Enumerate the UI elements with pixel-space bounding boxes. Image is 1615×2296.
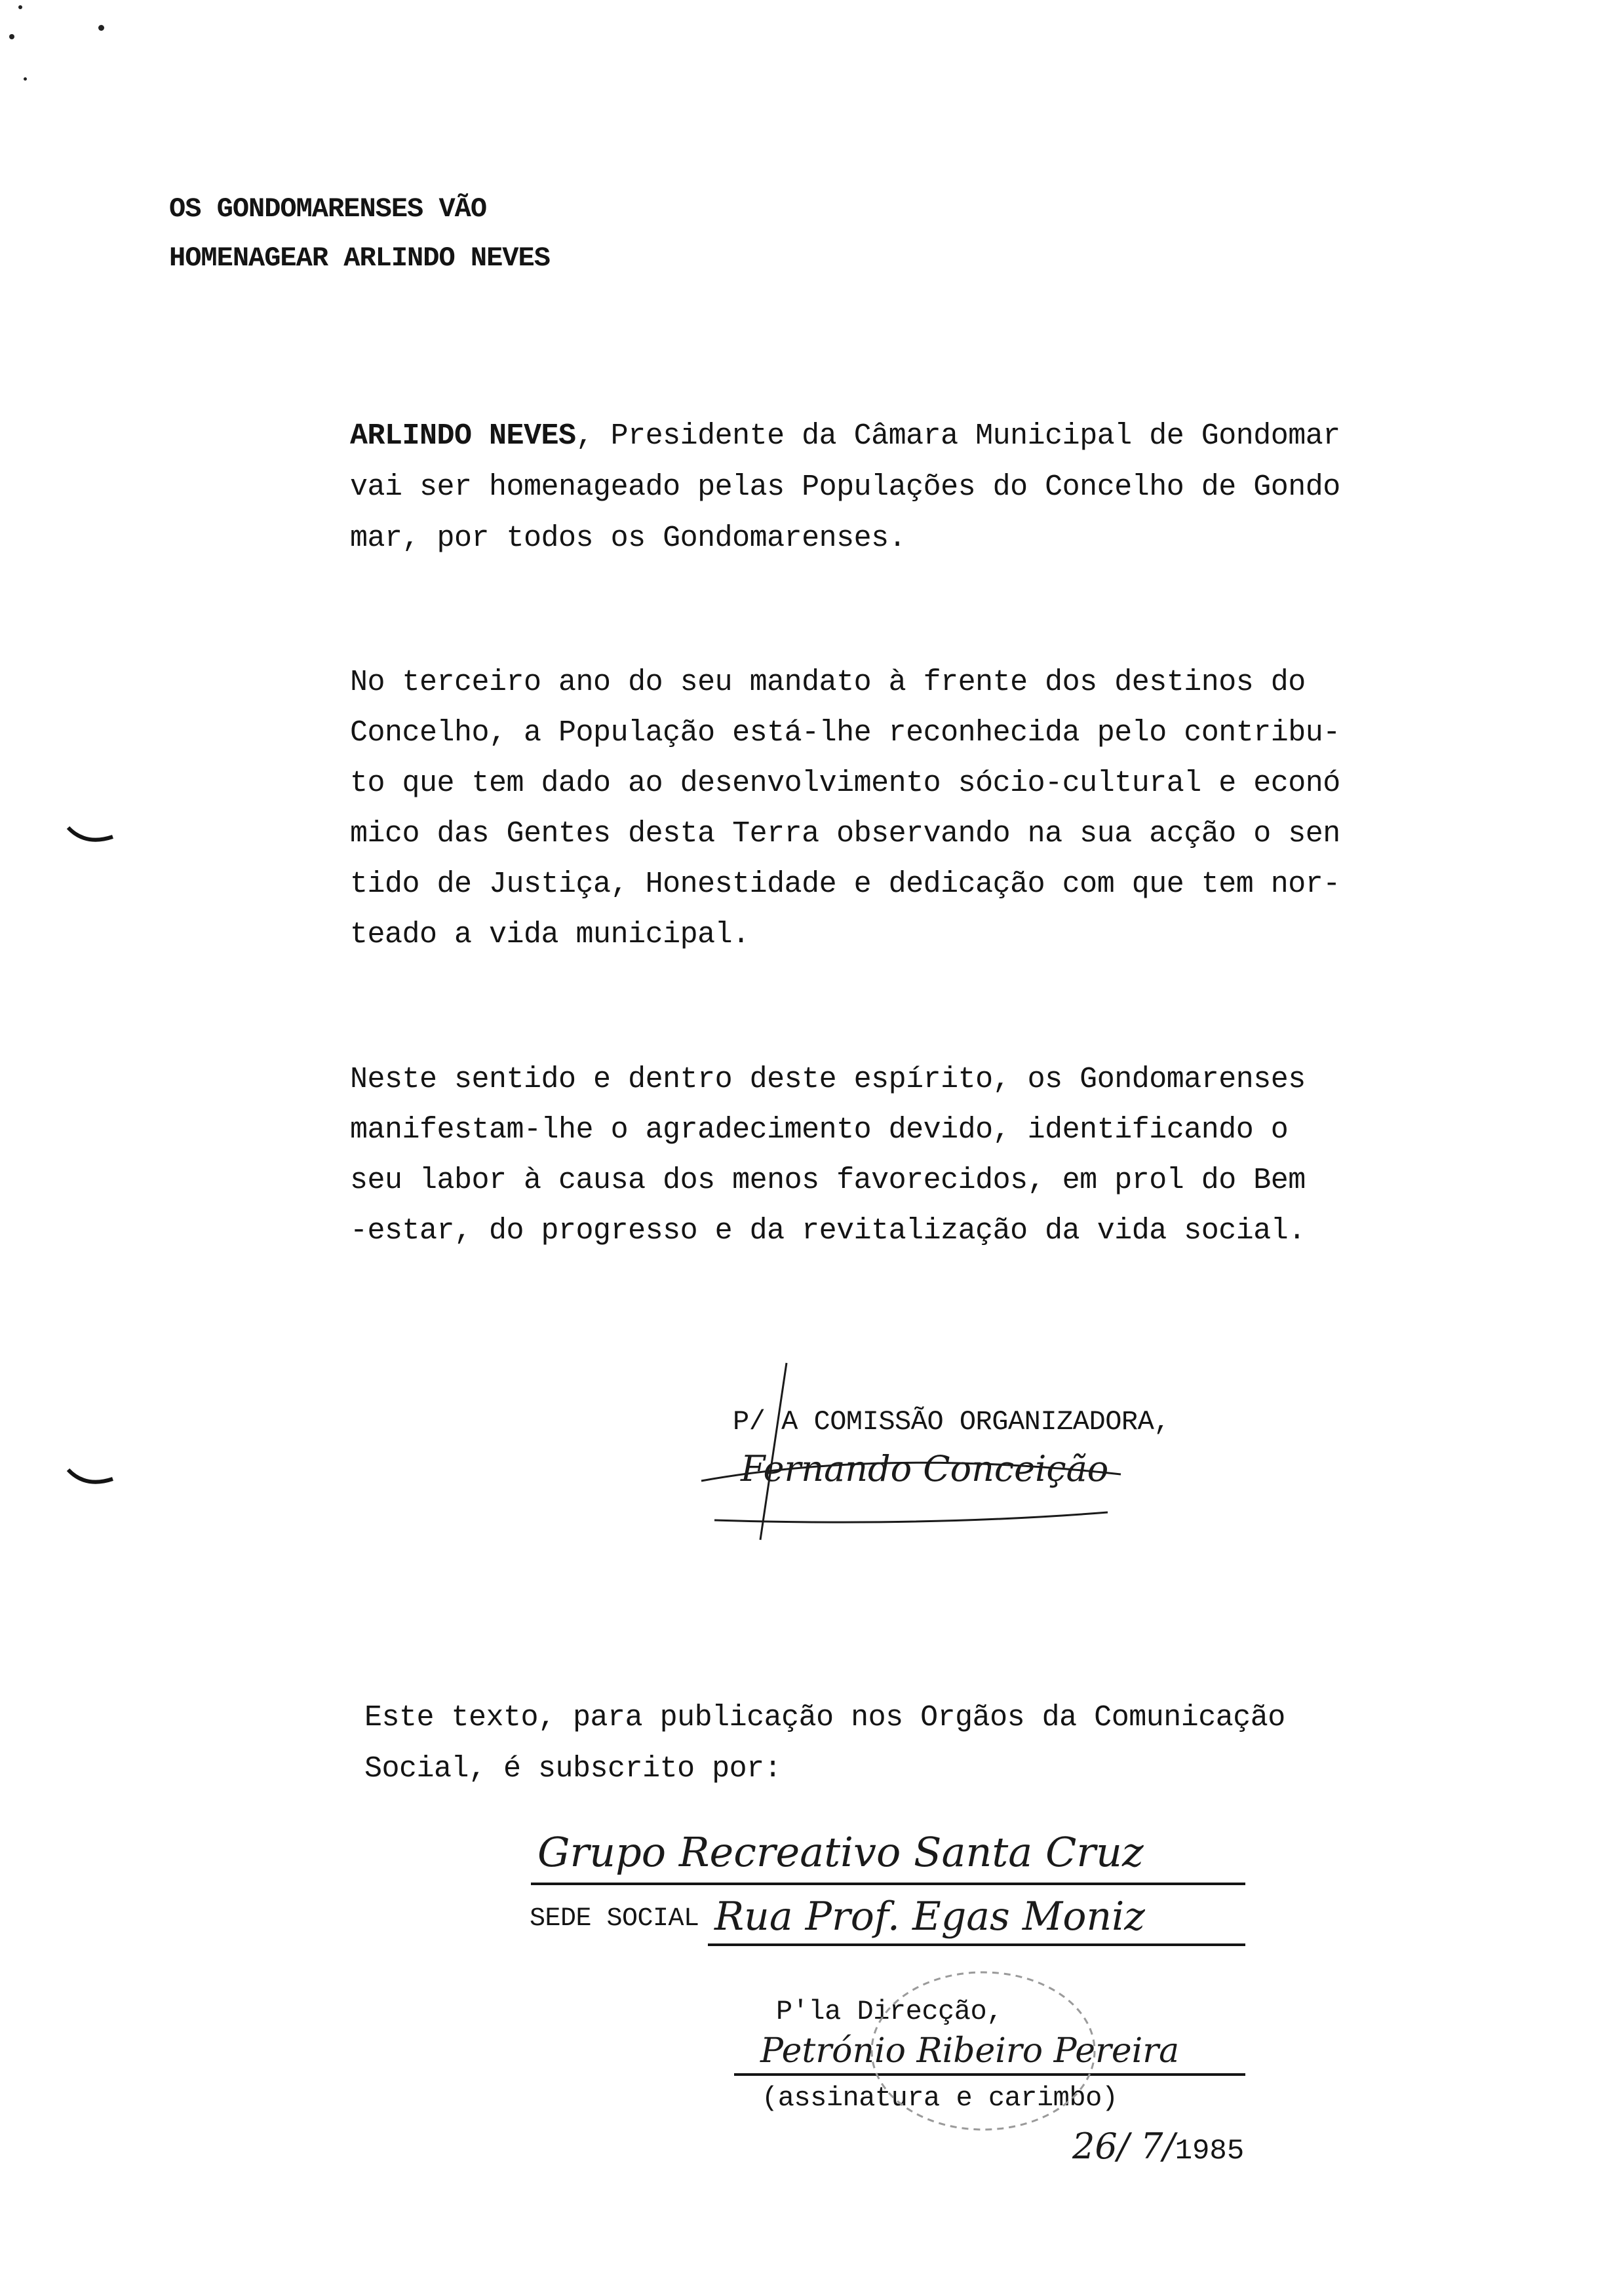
scan-speck xyxy=(98,25,104,31)
group-name-rule xyxy=(531,1883,1245,1885)
association-stamp xyxy=(846,1959,1121,2143)
paragraph-2-line-6: teado a vida municipal. xyxy=(350,918,750,951)
paragraph-2-line-5: tido de Justiça, Honestidade e dedicação com que tem nor- xyxy=(350,868,1340,901)
punch-mark-upper xyxy=(66,822,118,855)
paragraph-2-line-3: to que tem dado ao desenvolvimento sócio-cultural e econó xyxy=(350,767,1340,800)
paragraph-1-line-3: mar, por todos os Gondomarenses. xyxy=(350,522,906,555)
paragraph-3-line-3: seu labor à causa dos menos favorecidos, em prol do Bem xyxy=(350,1164,1306,1197)
paragraph-1-line-1 xyxy=(350,419,1340,453)
scan-speck xyxy=(24,77,27,81)
paragraph-3-line-1: Neste sentido e dentro deste espírito, os Gondomarenses xyxy=(350,1063,1306,1096)
direction-label: P'la Direcção, xyxy=(776,1996,1003,2027)
seat-label: SEDE SOCIAL xyxy=(530,1904,699,1934)
date-handwritten: 26/ 7/ xyxy=(1072,2126,1175,2167)
headline-line-1: OS GONDOMARENSES VÃO xyxy=(169,193,487,225)
date-year: 1985 xyxy=(1175,2135,1245,2168)
subscription-line-2: Social, é subscrito por: xyxy=(364,1752,782,1786)
seat-address-rule xyxy=(708,1943,1245,1946)
paragraph-2-line-1: No terceiro ano do seu mandato à frente dos destinos do xyxy=(350,666,1306,699)
scan-speck xyxy=(18,5,22,9)
commission-signature: Fernando Conceição xyxy=(741,1448,1109,1489)
group-name-handwritten: Grupo Recreativo Santa Cruz xyxy=(537,1828,1144,1876)
paragraph-2-line-4: mico das Gentes desta Terra observando na sua acção o sen xyxy=(350,817,1340,851)
scan-speck xyxy=(9,34,14,39)
paragraph-2-line-2: Concelho, a População está-lhe reconhecida pelo contribu- xyxy=(350,716,1340,750)
subscription-line-1: Este texto, para publicação nos Orgãos da Comunicação xyxy=(364,1701,1285,1734)
honoree-name: ARLINDO NEVES xyxy=(350,419,576,453)
direction-signature: Petrónio Ribeiro Pereira xyxy=(760,2031,1180,2071)
seat-address-handwritten: Rua Prof. Egas Moniz xyxy=(714,1894,1145,1940)
document-date xyxy=(1072,2126,1244,2168)
commission-label: P/ A COMISSÃO ORGANIZADORA, xyxy=(733,1406,1171,1438)
paragraph-1-line-2: vai ser homenageado pelas Populações do Concelho de Gondo xyxy=(350,470,1340,504)
paragraph-1-line-1-rest: , Presidente da Câmara Municipal de Gondomar xyxy=(575,419,1340,453)
punch-mark-lower xyxy=(66,1464,118,1497)
signature-caption: (assinatura e carimbo) xyxy=(762,2082,1118,2114)
paragraph-3-line-4: -estar, do progresso e da revitalização da vida social. xyxy=(350,1214,1306,1248)
paragraph-3-line-2: manifestam-lhe o agradecimento devido, identificando o xyxy=(350,1113,1289,1147)
headline-line-2: HOMENAGEAR ARLINDO NEVES xyxy=(169,242,550,274)
